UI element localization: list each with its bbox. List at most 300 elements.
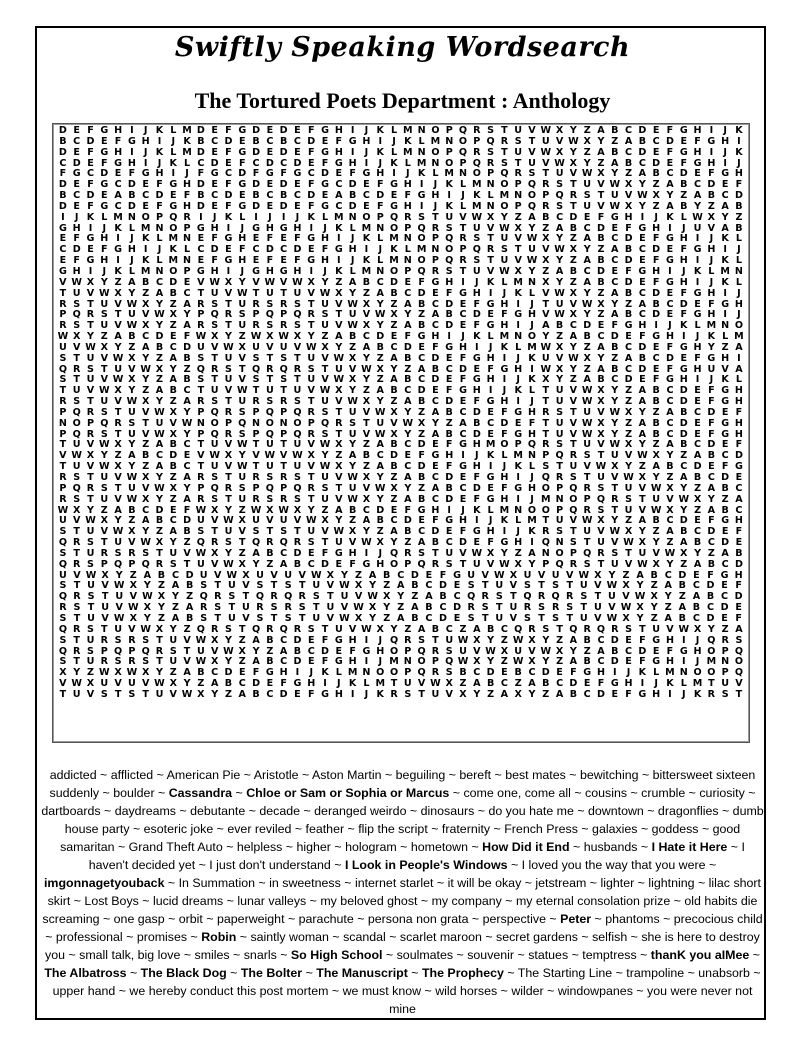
grid-letter[interactable]: R (569, 190, 578, 202)
grid-letter[interactable]: D (252, 125, 261, 136)
grid-letter[interactable]: W (127, 602, 139, 614)
grid-letter[interactable]: F (294, 255, 301, 267)
grid-letter[interactable]: Z (238, 634, 246, 646)
grid-letter[interactable]: A (735, 623, 743, 635)
grid-letter[interactable]: F (238, 157, 246, 169)
grid-letter[interactable]: Y (638, 406, 646, 418)
grid-letter[interactable]: A (638, 298, 647, 310)
grid-letter[interactable]: Y (156, 493, 163, 505)
grid-letter[interactable]: G (445, 515, 454, 527)
grid-letter[interactable]: A (664, 580, 672, 592)
grid-letter[interactable]: S (87, 363, 94, 375)
grid-letter[interactable]: I (668, 265, 672, 277)
grid-letter[interactable]: U (348, 406, 357, 418)
grid-letter[interactable]: C (280, 157, 288, 169)
grid-letter[interactable]: M (182, 146, 192, 158)
grid-letter[interactable]: A (638, 515, 647, 527)
grid-letter[interactable]: V (183, 547, 191, 559)
grid-letter[interactable]: O (417, 233, 426, 245)
grid-letter[interactable]: Q (527, 439, 537, 451)
grid-letter[interactable]: V (509, 580, 518, 592)
grid-letter[interactable]: Q (417, 265, 426, 277)
grid-letter[interactable]: V (141, 428, 150, 440)
grid-letter[interactable]: H (348, 547, 357, 559)
grid-letter[interactable]: Q (555, 450, 564, 462)
grid-letter[interactable]: E (307, 634, 315, 646)
grid-letter[interactable]: E (183, 450, 191, 462)
grid-letter[interactable]: B (680, 179, 688, 191)
grid-letter[interactable]: C (73, 190, 81, 202)
grid-letter[interactable]: N (376, 265, 385, 277)
grid-letter[interactable]: D (376, 190, 385, 202)
grid-letter[interactable]: E (666, 287, 674, 299)
grid-letter[interactable]: P (404, 222, 412, 234)
grid-letter[interactable]: Y (321, 276, 329, 288)
grid-letter[interactable]: Z (238, 504, 246, 516)
grid-letter[interactable]: S (542, 623, 550, 635)
grid-letter[interactable]: U (284, 569, 293, 581)
grid-letter[interactable]: E (266, 125, 274, 136)
grid-letter[interactable]: S (280, 352, 288, 364)
grid-letter[interactable]: D (196, 146, 205, 158)
grid-letter[interactable]: S (312, 591, 320, 603)
grid-letter[interactable]: J (516, 526, 520, 538)
grid-letter[interactable]: Q (583, 547, 592, 559)
grid-letter[interactable]: D (196, 200, 205, 212)
grid-letter[interactable]: F (694, 135, 701, 147)
grid-letter[interactable]: C (473, 667, 481, 679)
grid-letter[interactable]: H (458, 341, 468, 353)
grid-letter[interactable]: S (293, 396, 301, 408)
grid-letter[interactable]: Q (210, 406, 219, 418)
grid-letter[interactable]: A (185, 602, 194, 614)
grid-letter[interactable]: T (432, 211, 439, 223)
grid-letter[interactable]: U (279, 341, 288, 353)
grid-letter[interactable]: F (445, 461, 453, 473)
grid-letter[interactable]: P (128, 558, 136, 570)
grid-letter[interactable]: G (445, 341, 454, 353)
grid-letter[interactable]: O (500, 200, 509, 212)
grid-letter[interactable]: J (323, 222, 327, 234)
grid-letter[interactable]: W (98, 385, 110, 397)
grid-letter[interactable]: Q (251, 623, 261, 635)
grid-letter[interactable]: K (376, 146, 384, 158)
grid-letter[interactable]: Q (210, 482, 219, 494)
grid-letter[interactable]: J (309, 667, 314, 679)
grid-letter[interactable]: X (459, 688, 467, 700)
grid-letter[interactable]: F (501, 482, 508, 494)
grid-letter[interactable]: V (348, 537, 357, 549)
grid-letter[interactable]: E (432, 461, 439, 473)
grid-letter[interactable]: L (239, 211, 246, 223)
grid-letter[interactable]: L (404, 157, 411, 169)
grid-letter[interactable]: V (238, 352, 246, 364)
grid-letter[interactable]: Y (390, 623, 398, 635)
grid-letter[interactable]: F (652, 255, 660, 267)
grid-letter[interactable]: A (155, 287, 164, 299)
grid-letter[interactable]: R (59, 472, 67, 483)
grid-letter[interactable]: Z (500, 634, 508, 646)
grid-letter[interactable]: U (555, 385, 564, 397)
grid-letter[interactable]: U (307, 352, 316, 364)
grid-letter[interactable]: W (347, 320, 358, 332)
grid-letter[interactable]: R (528, 623, 536, 635)
grid-letter[interactable]: S (418, 634, 426, 646)
grid-letter[interactable]: J (516, 374, 520, 386)
grid-letter[interactable]: B (678, 580, 686, 592)
grid-letter[interactable]: R (100, 656, 108, 668)
grid-letter[interactable]: E (294, 688, 301, 700)
grid-letter[interactable]: V (597, 406, 605, 418)
grid-letter[interactable]: Y (487, 656, 495, 668)
grid-letter[interactable]: O (458, 135, 468, 147)
grid-letter[interactable]: S (473, 255, 481, 267)
grid-letter[interactable]: H (293, 265, 302, 277)
grid-letter[interactable]: W (142, 591, 153, 603)
grid-letter[interactable]: C (459, 406, 467, 418)
grid-letter[interactable]: B (555, 320, 564, 332)
grid-letter[interactable]: S (238, 309, 246, 321)
grid-letter[interactable]: J (530, 396, 534, 408)
grid-letter[interactable]: O (431, 125, 440, 136)
grid-letter[interactable]: D (734, 558, 743, 570)
grid-letter[interactable]: Z (707, 200, 715, 212)
grid-letter[interactable]: R (390, 688, 398, 700)
grid-letter[interactable]: Z (383, 580, 391, 592)
grid-letter[interactable]: O (389, 645, 399, 657)
grid-letter[interactable]: X (569, 309, 578, 321)
grid-letter[interactable]: M (140, 222, 151, 234)
grid-letter[interactable]: T (542, 298, 550, 310)
grid-letter[interactable]: C (459, 482, 467, 494)
grid-letter[interactable]: D (293, 547, 302, 559)
grid-letter[interactable]: Y (169, 537, 177, 549)
grid-letter[interactable]: J (268, 211, 272, 223)
grid-letter[interactable]: G (321, 688, 329, 700)
grid-letter[interactable]: P (556, 482, 564, 494)
grid-letter[interactable]: V (169, 417, 177, 429)
grid-letter[interactable]: A (335, 504, 343, 516)
grid-letter[interactable]: Y (224, 656, 232, 668)
grid-letter[interactable]: E (666, 309, 674, 321)
grid-letter[interactable]: I (323, 678, 327, 690)
grid-letter[interactable]: W (512, 634, 524, 646)
grid-letter[interactable]: V (73, 569, 81, 581)
grid-letter[interactable]: A (183, 472, 191, 483)
grid-letter[interactable]: U (509, 602, 518, 614)
grid-letter[interactable]: Y (583, 287, 591, 299)
grid-letter[interactable]: G (238, 179, 247, 191)
grid-letter[interactable]: G (334, 656, 343, 668)
grid-letter[interactable]: X (114, 385, 122, 397)
grid-letter[interactable]: E (73, 146, 80, 158)
grid-letter[interactable]: J (723, 146, 727, 158)
grid-letter[interactable]: U (514, 146, 523, 158)
grid-letter[interactable]: T (114, 482, 122, 494)
grid-letter[interactable]: R (59, 493, 67, 505)
grid-letter[interactable]: E (694, 168, 701, 180)
grid-letter[interactable]: V (721, 363, 729, 375)
grid-letter[interactable]: C (425, 612, 433, 624)
grid-letter[interactable]: Q (707, 634, 716, 646)
grid-letter[interactable]: K (155, 125, 164, 136)
grid-letter[interactable]: T (101, 363, 108, 375)
grid-letter[interactable]: R (252, 472, 260, 483)
grid-letter[interactable]: Z (721, 623, 729, 635)
grid-letter[interactable]: Q (72, 309, 81, 321)
grid-letter[interactable]: T (528, 135, 536, 147)
grid-letter[interactable]: O (693, 667, 702, 679)
grid-letter[interactable]: H (183, 200, 192, 212)
grid-letter[interactable]: Y (156, 298, 163, 310)
grid-letter[interactable]: U (459, 645, 467, 657)
grid-letter[interactable]: G (114, 244, 123, 256)
grid-letter[interactable]: T (496, 602, 503, 614)
grid-letter[interactable]: C (583, 688, 591, 700)
grid-letter[interactable]: W (98, 287, 110, 299)
grid-letter[interactable]: E (721, 580, 728, 592)
grid-letter[interactable]: Z (335, 450, 343, 462)
grid-letter[interactable]: V (597, 526, 605, 538)
grid-letter[interactable]: G (334, 157, 343, 169)
grid-letter[interactable]: H (734, 385, 743, 397)
grid-letter[interactable]: X (114, 461, 122, 473)
grid-letter[interactable]: Y (114, 515, 122, 527)
grid-letter[interactable]: J (185, 168, 189, 180)
grid-letter[interactable]: Y (608, 569, 616, 581)
grid-letter[interactable]: J (502, 287, 507, 299)
grid-letter[interactable]: S (542, 461, 550, 473)
grid-letter[interactable]: W (347, 472, 358, 483)
grid-letter[interactable]: C (376, 450, 384, 462)
grid-letter[interactable]: B (707, 558, 715, 570)
grid-letter[interactable]: G (362, 558, 371, 570)
grid-letter[interactable]: V (114, 396, 122, 408)
grid-letter[interactable]: E (404, 450, 412, 462)
grid-letter[interactable]: H (734, 298, 743, 310)
grid-letter[interactable]: B (185, 580, 194, 592)
grid-letter[interactable]: Q (293, 428, 302, 440)
grid-letter[interactable]: V (321, 374, 329, 386)
grid-letter[interactable]: Y (569, 125, 577, 136)
grid-letter[interactable]: F (445, 439, 453, 451)
grid-letter[interactable]: M (140, 265, 151, 277)
grid-letter[interactable]: H (348, 157, 357, 169)
grid-letter[interactable]: R (224, 309, 233, 321)
grid-letter[interactable]: B (680, 526, 688, 538)
grid-letter[interactable]: Q (458, 125, 468, 136)
grid-letter[interactable]: V (509, 612, 518, 624)
grid-letter[interactable]: Y (156, 320, 163, 332)
grid-letter[interactable]: F (307, 179, 315, 191)
grid-letter[interactable]: Z (224, 688, 232, 700)
grid-letter[interactable]: Y (376, 472, 384, 483)
grid-letter[interactable]: C (59, 244, 67, 256)
grid-letter[interactable]: A (680, 472, 688, 483)
grid-letter[interactable]: Y (383, 602, 391, 614)
grid-letter[interactable]: S (59, 526, 67, 538)
grid-letter[interactable]: W (223, 341, 234, 353)
grid-letter[interactable]: C (500, 623, 508, 635)
grid-letter[interactable]: Y (390, 363, 398, 375)
grid-letter[interactable]: W (347, 298, 358, 310)
grid-letter[interactable]: H (693, 645, 702, 657)
grid-letter[interactable]: C (431, 396, 439, 408)
grid-letter[interactable]: F (708, 298, 715, 310)
grid-letter[interactable]: V (59, 678, 67, 690)
grid-letter[interactable]: B (169, 287, 177, 299)
grid-letter[interactable]: B (735, 222, 743, 234)
grid-letter[interactable]: Y (528, 558, 536, 570)
grid-letter[interactable]: E (335, 168, 343, 180)
grid-letter[interactable]: V (129, 591, 137, 603)
grid-letter[interactable]: Z (459, 678, 467, 690)
grid-letter[interactable]: D (652, 287, 661, 299)
grid-letter[interactable]: R (279, 493, 288, 505)
grid-letter[interactable]: U (224, 374, 233, 386)
grid-letter[interactable]: G (472, 352, 481, 364)
grid-letter[interactable]: Z (611, 135, 619, 147)
grid-letter[interactable]: Z (238, 331, 246, 343)
grid-letter[interactable]: D (734, 190, 743, 202)
grid-letter[interactable]: B (197, 667, 205, 679)
grid-letter[interactable]: V (569, 515, 578, 527)
grid-letter[interactable]: Z (404, 537, 412, 549)
grid-letter[interactable]: Q (514, 623, 523, 635)
grid-letter[interactable]: V (59, 450, 67, 462)
grid-letter[interactable]: U (431, 688, 440, 700)
grid-letter[interactable]: B (624, 287, 633, 299)
grid-letter[interactable]: J (737, 287, 741, 299)
grid-letter[interactable]: W (485, 645, 496, 657)
grid-letter[interactable]: Y (721, 211, 729, 223)
grid-letter[interactable]: H (431, 504, 440, 516)
grid-letter[interactable]: R (86, 309, 95, 321)
grid-letter[interactable]: H (665, 656, 674, 668)
grid-letter[interactable]: X (390, 406, 398, 418)
grid-letter[interactable]: P (459, 244, 467, 256)
grid-letter[interactable]: P (280, 309, 288, 321)
grid-letter[interactable]: W (226, 569, 238, 581)
grid-letter[interactable]: T (390, 678, 398, 690)
grid-letter[interactable]: S (87, 537, 94, 549)
grid-letter[interactable]: C (611, 276, 619, 288)
grid-letter[interactable]: P (100, 558, 108, 570)
grid-letter[interactable]: F (87, 200, 94, 212)
grid-letter[interactable]: W (692, 211, 703, 223)
grid-letter[interactable]: E (294, 179, 301, 191)
grid-letter[interactable]: H (100, 255, 109, 267)
grid-letter[interactable]: A (431, 309, 440, 321)
grid-letter[interactable]: D (252, 200, 261, 212)
grid-letter[interactable]: A (707, 482, 716, 494)
grid-letter[interactable]: U (583, 526, 592, 538)
grid-letter[interactable]: W (195, 504, 207, 516)
grid-letter[interactable]: U (100, 678, 109, 690)
grid-letter[interactable]: X (597, 417, 605, 429)
grid-letter[interactable]: H (527, 428, 536, 440)
grid-letter[interactable]: A (141, 515, 150, 527)
grid-letter[interactable]: W (181, 688, 193, 700)
grid-letter[interactable]: Q (486, 135, 495, 147)
grid-letter[interactable]: W (581, 298, 593, 310)
grid-letter[interactable]: S (293, 493, 301, 505)
grid-letter[interactable]: A (542, 320, 550, 332)
grid-letter[interactable]: J (695, 656, 700, 668)
grid-letter[interactable]: G (514, 482, 523, 494)
grid-letter[interactable]: Y (183, 482, 191, 494)
grid-letter[interactable]: K (169, 244, 177, 256)
grid-letter[interactable]: E (459, 472, 467, 483)
grid-letter[interactable]: E (211, 200, 218, 212)
grid-letter[interactable]: S (580, 591, 588, 603)
grid-letter[interactable]: B (142, 276, 150, 288)
grid-letter[interactable]: C (694, 179, 702, 191)
grid-letter[interactable]: F (376, 200, 384, 212)
grid-letter[interactable]: D (472, 482, 481, 494)
grid-letter[interactable]: X (624, 200, 633, 212)
grid-letter[interactable]: D (665, 135, 674, 147)
grid-letter[interactable]: E (321, 190, 329, 202)
grid-letter[interactable]: G (486, 472, 495, 483)
grid-letter[interactable]: H (127, 244, 136, 256)
grid-letter[interactable]: L (432, 168, 439, 180)
grid-letter[interactable]: K (445, 179, 453, 191)
grid-letter[interactable]: W (71, 450, 82, 462)
grid-letter[interactable]: E (652, 645, 660, 657)
grid-letter[interactable]: J (378, 634, 383, 646)
grid-letter[interactable]: T (270, 612, 278, 624)
grid-letter[interactable]: R (266, 623, 274, 635)
grid-letter[interactable]: Y (128, 385, 136, 397)
grid-letter[interactable]: Y (390, 537, 398, 549)
grid-letter[interactable]: U (583, 179, 592, 191)
grid-letter[interactable]: T (280, 439, 287, 451)
grid-letter[interactable]: A (252, 547, 260, 559)
grid-letter[interactable]: V (362, 309, 371, 321)
grid-letter[interactable]: R (266, 363, 274, 375)
grid-letter[interactable]: C (694, 439, 702, 451)
grid-letter[interactable]: T (87, 298, 94, 310)
grid-letter[interactable]: X (242, 569, 250, 581)
grid-letter[interactable]: E (652, 363, 660, 375)
grid-letter[interactable]: W (98, 667, 110, 679)
grid-letter[interactable]: D (155, 504, 164, 516)
grid-letter[interactable]: Z (459, 623, 467, 635)
grid-letter[interactable]: J (406, 168, 410, 180)
grid-letter[interactable]: T (142, 688, 149, 700)
grid-letter[interactable]: A (348, 276, 357, 288)
grid-letter[interactable]: S (59, 612, 67, 624)
grid-letter[interactable]: T (87, 320, 94, 332)
grid-letter[interactable]: L (501, 450, 508, 462)
grid-letter[interactable]: C (252, 244, 260, 256)
grid-letter[interactable]: W (319, 461, 331, 473)
grid-letter[interactable]: I (502, 374, 507, 386)
grid-letter[interactable]: A (693, 558, 702, 570)
grid-letter[interactable]: F (625, 265, 632, 277)
grid-letter[interactable]: T (611, 504, 619, 516)
grid-letter[interactable]: B (650, 569, 658, 581)
grid-letter[interactable]: Y (349, 287, 357, 299)
grid-letter[interactable]: A (128, 450, 136, 462)
grid-letter[interactable]: Z (321, 331, 329, 343)
grid-letter[interactable]: T (335, 309, 343, 321)
grid-letter[interactable]: I (461, 276, 465, 288)
grid-letter[interactable]: A (390, 352, 398, 364)
grid-letter[interactable]: X (293, 331, 302, 343)
grid-letter[interactable]: X (569, 244, 578, 256)
